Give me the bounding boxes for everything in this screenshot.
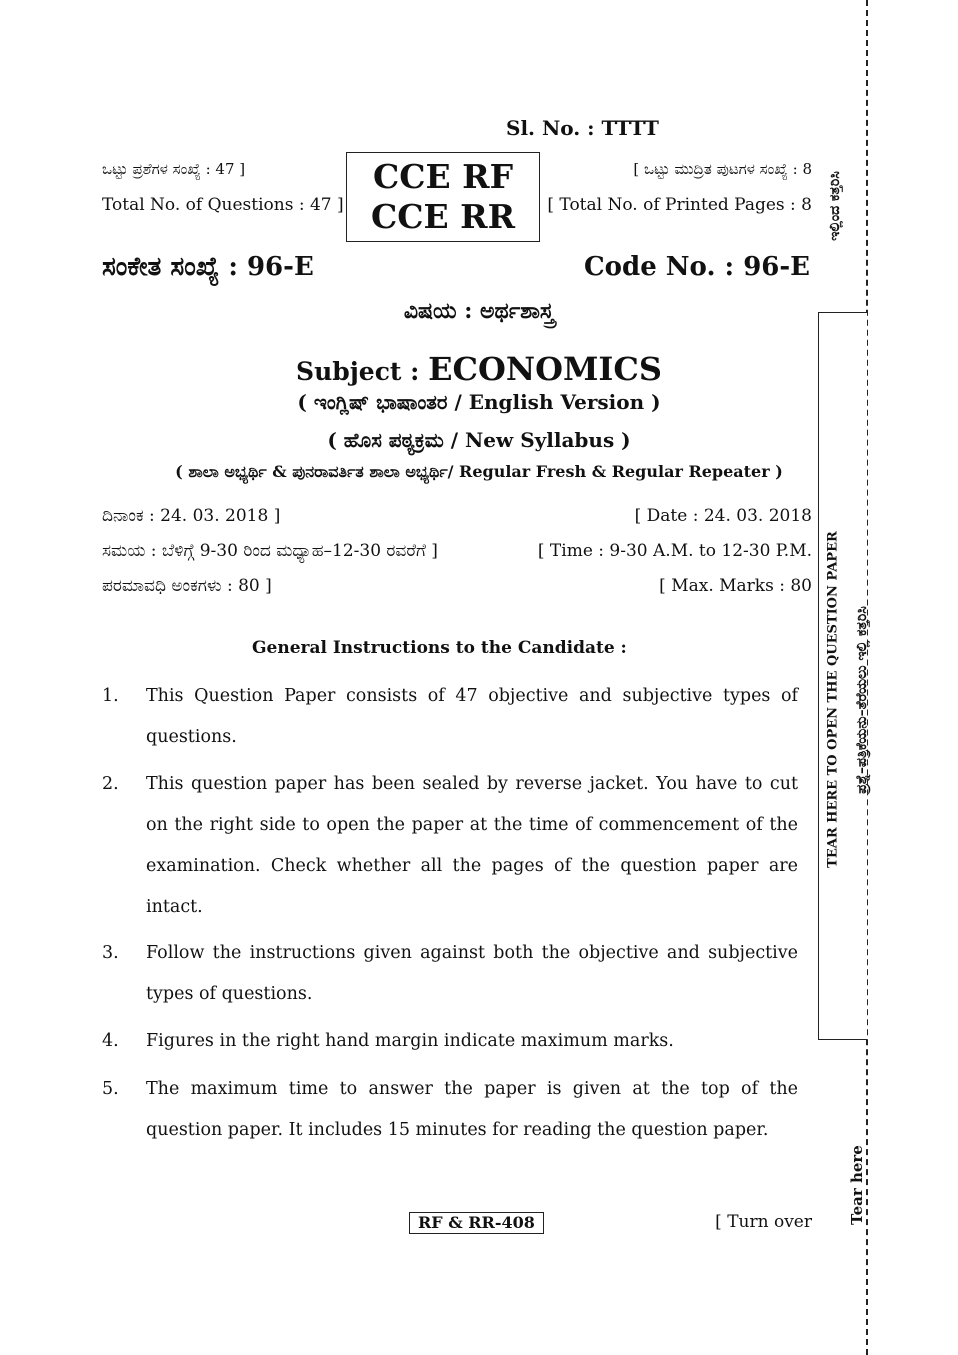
instruction-text: This question paper has been sealed by reverse jacket. You have to cut on the right side to open the paper at the time of commencement of the examination. Check whether all the pages of the question paper are intact. bbox=[146, 774, 798, 917]
instruction-item bbox=[102, 1021, 798, 1062]
tear-here-label: Tear here bbox=[848, 1145, 866, 1225]
total-questions-english: Total No. of Questions : 47 ] bbox=[102, 195, 344, 215]
subject-name: ECONOMICS bbox=[428, 350, 662, 388]
time-row bbox=[102, 541, 812, 567]
syllabus-line: ( ಹೊಸ ಪಠ್ಯಕ್ರಮ / New Syllabus ) bbox=[327, 428, 631, 452]
instruction-number: 1. bbox=[102, 686, 119, 706]
time-english: [ Time : 9-30 A.M. to 12-30 P.M. bbox=[537, 541, 812, 561]
instruction-number: 2. bbox=[102, 774, 119, 794]
marks-row bbox=[102, 576, 812, 602]
total-pages-kannada: [ ಒಟ್ಟು ಮುದ್ರಿತ ಪುಟಗಳ ಸಂಖ್ಯೆ : 8 bbox=[633, 160, 812, 178]
marks-kannada: ಪರಮಾವಧಿ ಅಂಕಗಳು : 80 ] bbox=[102, 576, 272, 596]
date-kannada: ದಿನಾಂಕ : 24. 03. 2018 ] bbox=[102, 506, 281, 526]
cce-line-1: CCE RF bbox=[372, 157, 514, 196]
version-line: ( ಇಂಗ್ಲಿಷ್ ಭಾಷಾಂತರ / English Version ) bbox=[297, 390, 661, 414]
date-row bbox=[102, 506, 812, 532]
instruction-item bbox=[102, 676, 798, 758]
tear-open-kannada: ಪ್ರಶ್ನೆ–ಪತ್ರಿಕೆಯನು–ತೆರೆಯಲು ಇಲ್ಲಿ ಕತ್ತರಿಸಿ bbox=[854, 606, 870, 794]
time-kannada: ಸಮಯ : ಬೆಳಿಗ್ಗೆ 9-30 ರಿಂದ ಮಧ್ಯಾಹ–12-30 ರವರೆಗೆ ] bbox=[102, 541, 438, 561]
total-questions-kannada: ಒಟ್ಟು ಪ್ರಶೆಗಳ ಸಂಖ್ಯೆ : 47 ] bbox=[102, 160, 246, 178]
instruction-text: Figures in the right hand margin indicate maximum marks. bbox=[146, 1031, 674, 1051]
instruction-item bbox=[102, 933, 798, 1015]
instructions-title: General Instructions to the Candidate : bbox=[252, 638, 627, 658]
date-english: [ Date : 24. 03. 2018 bbox=[634, 506, 812, 526]
tear-top-kannada: ಇಲ್ಲಿಂದ ಕತ್ತರಿಸಿ bbox=[827, 171, 843, 241]
instruction-text: The maximum time to answer the paper is given at the top of the question paper. It includes 15 minutes for reading the question paper. bbox=[146, 1079, 798, 1140]
serial-number: Sl. No. : TTTT bbox=[506, 116, 659, 140]
candidate-type-line: ( ಶಾಲಾ ಅಭ್ಯರ್ಥಿ & ಪುನರಾವರ್ತಿತ ಶಾಲಾ ಅಭ್ಯರ್ಥಿ/ Regular Fresh & Regular Repeater ) bbox=[175, 462, 783, 481]
instruction-text: Follow the instructions given against both the objective and subjective types of questions. bbox=[146, 943, 798, 1004]
turn-over: [ Turn over bbox=[715, 1212, 812, 1232]
cce-line-2: CCE RR bbox=[370, 197, 516, 236]
paper-code-box: RF & RR-408 bbox=[409, 1212, 544, 1234]
subject-heading bbox=[0, 350, 958, 388]
instruction-item bbox=[102, 1069, 798, 1151]
code-number-english: Code No. : 96-E bbox=[583, 252, 810, 282]
total-pages-english: [ Total No. of Printed Pages : 8 bbox=[547, 195, 812, 215]
instruction-number: 4. bbox=[102, 1031, 119, 1051]
tear-open-english: TEAR HERE TO OPEN THE QUESTION PAPER bbox=[825, 531, 841, 868]
instruction-number: 3. bbox=[102, 943, 119, 963]
cce-title-box bbox=[346, 152, 540, 242]
subject-kannada: ವಿಷಯ : ಅರ್ಥಶಾಸ್ತ್ರ bbox=[403, 298, 555, 324]
subject-label: Subject : bbox=[296, 357, 420, 386]
marks-english: [ Max. Marks : 80 bbox=[659, 576, 812, 596]
instruction-number: 5. bbox=[102, 1079, 119, 1099]
instruction-item bbox=[102, 764, 798, 928]
instruction-text: This Question Paper consists of 47 objective and subjective types of questions. bbox=[146, 686, 798, 747]
code-number-kannada: ಸಂಕೇತ ಸಂಖ್ಯೆ : 96-E bbox=[102, 252, 314, 282]
